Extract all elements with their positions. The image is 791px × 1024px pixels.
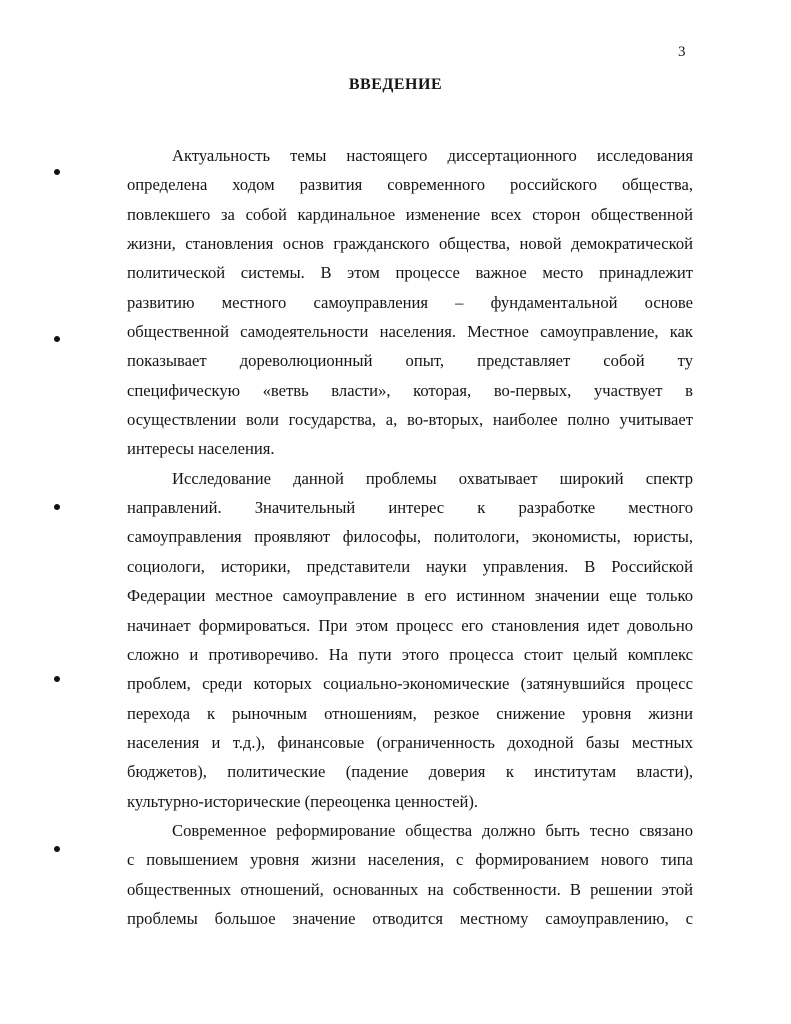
text-line: общественной самодеятельности населения. Местное самоуправление, как bbox=[127, 322, 693, 342]
text-line: Федерации местное самоуправление в его истинном значении еще только bbox=[127, 586, 693, 606]
text-line: осуществлении воли государства, а, во-вторых, наиболее полно учитывает bbox=[127, 410, 693, 430]
text-line: Актуальность темы настоящего диссертационного исследования bbox=[172, 146, 693, 165]
text-line: жизни, становления основ гражданского общества, новой демократической bbox=[127, 234, 693, 254]
text-line: общественных отношений, основанных на собственности. В решении этой bbox=[127, 879, 693, 899]
paragraph bbox=[127, 816, 693, 933]
text-line: социологи, историки, представители науки управления. В Российской bbox=[127, 556, 693, 576]
text-line: определена ходом развития современного российского общества, bbox=[127, 175, 693, 195]
text-line: сложно и противоречиво. На пути этого процесса стоит целый комплекс bbox=[127, 644, 693, 664]
text-line: повлекшего за собой кардинальное изменение всех сторон общественной bbox=[127, 204, 693, 224]
text-line: развитию местного самоуправления – фундаментальной основе bbox=[127, 292, 693, 312]
paragraph bbox=[127, 464, 693, 816]
text-line: самоуправления проявляют философы, политологи, экономисты, юристы, bbox=[127, 527, 693, 547]
text-line: бюджетов), политические (падение доверия к институтам власти), bbox=[127, 762, 693, 782]
text-line: проблем, среди которых социально-экономические (затянувшийся процесс bbox=[127, 674, 693, 694]
text-line: интересы населения. bbox=[127, 439, 275, 459]
text-line: культурно-исторические (переоценка ценностей). bbox=[127, 791, 479, 811]
page-number: 3 bbox=[678, 44, 686, 60]
text-line: направлений. Значительный интерес к разработке местного bbox=[127, 498, 693, 518]
text-line: проблемы большое значение отводится местному самоуправлению, с bbox=[127, 908, 693, 928]
text-line: перехода к рыночным отношениям, резкое снижение уровня жизни bbox=[127, 703, 693, 723]
binding-hole-mark bbox=[54, 169, 60, 175]
text-line: показывает дореволюционный опыт, представляет собой ту bbox=[127, 351, 693, 371]
text-line: населения и т.д.), финансовые (ограниченность доходной базы местных bbox=[127, 732, 693, 752]
binding-hole-mark bbox=[54, 846, 60, 852]
body-text bbox=[127, 141, 693, 933]
text-line: с повышением уровня жизни населения, с формированием нового типа bbox=[127, 850, 693, 870]
binding-hole-mark bbox=[54, 336, 60, 342]
text-line: Исследование данной проблемы охватывает широкий спектр bbox=[172, 468, 693, 488]
paragraph bbox=[127, 141, 693, 464]
text-line: Современное реформирование общества должно быть тесно связано bbox=[172, 820, 693, 840]
binding-hole-mark bbox=[54, 504, 60, 510]
page-title: ВВЕДЕНИЕ bbox=[348, 76, 443, 93]
text-line: специфическую «ветвь власти», которая, во-первых, участвует в bbox=[127, 380, 693, 400]
binding-hole-mark bbox=[54, 676, 60, 682]
text-line: политической системы. В этом процессе важное место принадлежит bbox=[127, 263, 693, 283]
text-line: начинает формироваться. При этом процесс его становления идет довольно bbox=[127, 615, 693, 635]
